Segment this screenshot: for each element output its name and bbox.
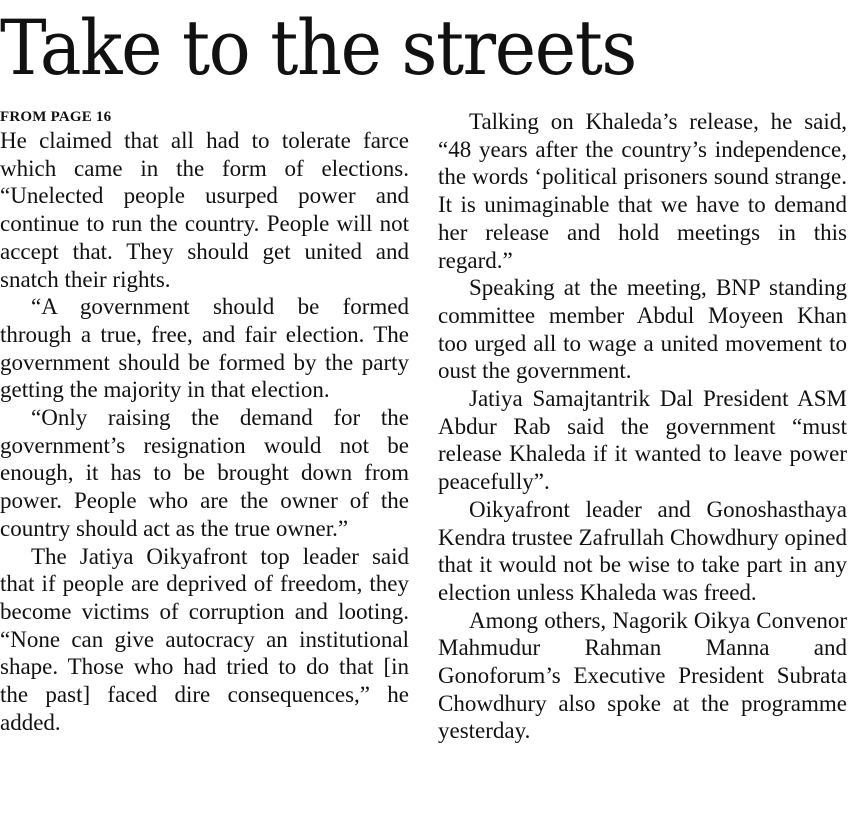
paragraph: “A government should be formed through a true, free, and fair election. The government should be formed by the party getting the majority in that election. [0, 294, 409, 403]
paragraph: “Only raising the demand for the government’s resignation would not be enough, it has to be brought down from power. People who are the owner of the country should act as the true owner.” [0, 405, 409, 541]
paragraph: Oikyafront leader and Gonoshasthaya Kendra trustee Zafrullah Chowdhury opined that it would not be wise to take part in any election unless Khaleda was freed. [438, 496, 847, 605]
paragraph: Among others, Nagorik Oikya Convenor Mahmudur Rahman Manna and Gonoforum’s Executive President Subrata Chowdhury also spoke at the programme yesterday. [438, 607, 847, 744]
right-column [438, 108, 847, 745]
paragraph: Speaking at the meeting, BNP standing committee member Abdul Moyeen Khan too urged all to wage a united movement to oust the government. [438, 275, 847, 384]
headline: Take to the streets [0, 3, 636, 92]
paragraph: Talking on Khaleda’s release, he said, “48 years after the country’s independence, the words ‘political prisoners sound strange. It is unimaginable that we have to demand her release and hold meetings in this regard.” [438, 109, 847, 273]
paragraph: Jatiya Samajtantrik Dal President ASM Abdur Rab said the government “must release Khaleda if it wanted to leave power peacefully”. [438, 386, 847, 495]
paragraph: The Jatiya Oikyafront top leader said that if people are deprived of freedom, they become victims of corruption and looting. “None can give autocracy an institutional shape. Those who had tried to do that [in the past] faced dire consequences,” he added. [0, 543, 409, 735]
continued-from-label: FROM PAGE 16 [0, 109, 112, 125]
paragraph: He claimed that all had to tolerate farce which came in the form of elections. “Unelected people usurped power and continue to run the country. People will not accept that. They should get united and snatch their rights. [0, 128, 409, 292]
left-column [0, 108, 409, 736]
